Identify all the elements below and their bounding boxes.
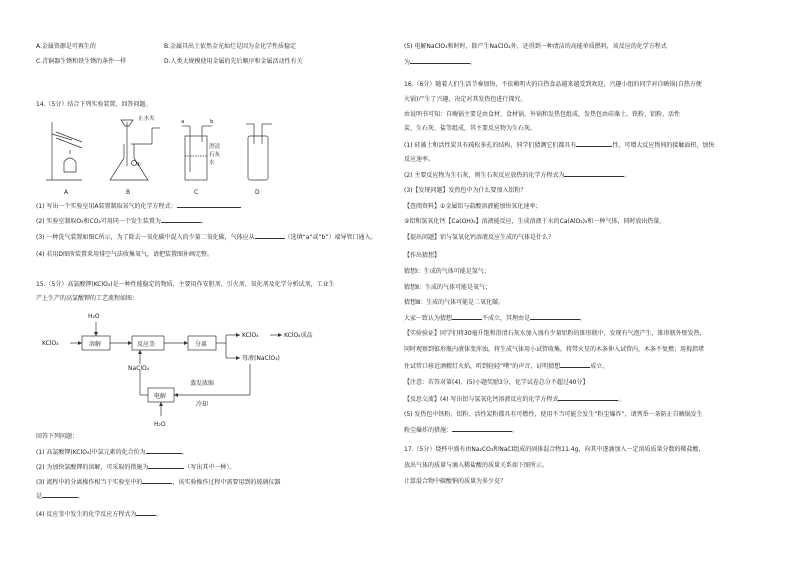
svg-text:NaClO₄: NaClO₄ [128,365,150,372]
label-d: D [255,189,260,196]
q16-reflection-5: (5) 发热包中铁粉、铝粉、活性炭粉都具有可燃性，使用不当可能会发生“粉尘爆炸”，请列举一条防止自嗨锅发生 [404,411,703,418]
svg-text:分离: 分离 [195,341,208,348]
label-c: C [194,189,199,196]
q16-experiment-1: 【实验验证】同学们将30毫升饱和澄清石灰水加入盛有少量铝粉的锥形瓶中，发现有气泡产生，锥形瓶外壁发热， [404,330,706,337]
q15-item-1: (1) 高氯酸钾(KClO₄)中氯元素的化合价为 。 [36,449,188,456]
q15-item-2: (2) 为加快氯酸钾的溶解，可采取的措施为 （写出其中一种）。 [36,464,236,471]
q16-reflection-4: 【反思交流】(4) 写出铝与氢氧化钙溶液反应的化学方程式 。 [404,396,625,403]
q16-reference-2: ②铝和氢氧化钙【Ca(OH)₂】溶液能反应，生成溶液于水的Ca(AlO₂)₂和一种气体，同时放出热量。 [404,218,666,225]
left-column [36,0,396,562]
svg-text:蒸发浓缩: 蒸发浓缩 [190,380,215,387]
flask [110,144,148,180]
label-a: A [64,189,69,196]
q14-title: 14.（5分）结合下列实验装置，回答问题。 [36,101,152,108]
q15-answer-heading: 回答下列问题： [36,433,79,440]
q16-title-1: 16.（6分）随着人们生活节奏加快，不依赖明火的自热食品越来越受到欢迎，兴趣小组的同学对自嗨锅(自热方便 [404,81,702,88]
svg-text:冷却: 冷却 [196,401,209,408]
q16-experiment-2: 同时观察到锥形瓶内液体变浑浊，将生成气体用小试管收集，将带火星的木条伸入试管内，木条不复燃；用拇指堵 [404,346,705,353]
svg-text:止水夹: 止水夹 [138,116,155,122]
svg-text:KClO₃: KClO₃ [42,340,59,347]
q17-question: 计算混合物中碳酸钠的质量为多少克？ [404,478,507,485]
q15-item-3c: 是 。 [36,493,85,500]
q14-item-3: (3) 一种洗气装置如图C所示，为了除去一氧化碳中混入的少量二氧化碳，气体应从 （选填“a”或“b”）端导管口通入。 [36,234,377,241]
option-d: D.人类大规模使用金属的先后顺序和金属活动性有关 [164,58,303,65]
test-tube [56,132,82,142]
q16-bonus-note: 【注意：若答对第(4)、(5)小题奖励3分，化学试卷总分不超过40分】 [404,379,589,386]
svg-text:溶解: 溶解 [89,341,102,348]
svg-text:KClO₄: KClO₄ [242,332,259,339]
svg-text:母液(NaClO₃): 母液(NaClO₃) [242,355,280,362]
q15-title-2: 产上生产的高氯酸钾的工艺流程如图： [36,295,139,302]
q16-reflection-5b: 粉尘爆炸的措施： 。 [404,427,519,434]
option-c: C.青铜器生锈和铁生锈的条件一样 [36,58,127,65]
q16-item-2: (2) 主要反应物为生石灰，则生石灰反应放热的化学方程式为 。 [404,172,631,179]
svg-text:反应釜: 反应釜 [137,341,156,348]
q15-flowchart [40,308,340,430]
right-column [404,0,764,562]
q14-item-2: (2) 实验室制取O₂和CO₂可用同一个发生装置为 。 [36,218,207,225]
q16-hypothesis-1: 猜想Ⅰ：生成的气体可能是氢气； [404,268,490,275]
svg-text:b: b [210,119,214,125]
q15-item-5: (5) 电解NaClO₃和时时，除产生NaClO₄外，还得到一种清洁的高能单质燃料，该反应的化学方程式 [404,43,667,50]
q16-item-1b: 反应速率。 [404,156,435,163]
option-b: B.金属具出土依然金光灿烂是因为金化学性质稳定 [164,43,297,50]
svg-text:a: a [181,119,185,125]
q17-title-1: 17.（5分）烧杯中盛有由Na₂CO₃和NaCl组成的固体混合物11.4g，向其中逐滴加入一定溶质质量分数的稀盐酸， [404,446,705,453]
q16-desc-1: 由说明书可知：自嗨锅主要是由食材、食材锅、外锅和发热包组成，发热包由硅藻土、铁粉、铝粉、活性 [404,111,681,118]
q15-item-5b: 为 。 [404,59,477,66]
q14-item-1: (1) 写出一个实验室用A装置制取氧气的化学方程式： [36,201,241,211]
collection-bottle [248,136,268,180]
svg-text:澄清: 澄清 [209,144,221,150]
q15-item-3: (3) 流程中的分离操作相当于实验室中的 ，该实验操作过程中需要用到的玻璃仪器 [36,479,281,486]
svg-text:水: 水 [209,160,215,166]
svg-text:电解: 电解 [154,393,167,400]
q16-desc-2: 炭、生石灰、盐等组成，其主要反应物为生石灰。 [404,125,537,132]
q16-title-2: 火锅)产生了兴趣，决定对其发热包进行探究。 [404,96,527,103]
svg-text:石灰: 石灰 [209,152,221,158]
q16-hypothesis-2: 猜想Ⅱ：生成的气体可能是氧气； [404,284,491,291]
q16-question: 【提出问题】铝与氢氧化钙溶液反应生成的气体是什么？ [404,234,555,241]
q17-title-2: 放出气体的质量与滴入稀盐酸的质量关系如下图所示。 [404,462,549,469]
alcohol-lamp [64,158,76,172]
q14-item-4: (4) 若用D图所装置来用排空气法收集氧气，请把装置图补画完整。 [36,251,214,258]
label-b: B [126,189,131,196]
q16-hypothesis-3: 猜想Ⅲ：生成的气体可能是二氧化碳。 [404,299,505,306]
q16-reference-1: 【查阅资料】①金属铝与盐酸溶液能加快氧化速率； [404,203,542,210]
q16-experiment-3: 住试管口移近酒精灯火焰，听到轻轻“噗”的声音，证明猜想 成立。 [404,363,609,370]
q15-title: 15.（5分）高氯酸钾(KClO₄)是一种性能稳定的物质，主要用作安胆剂、引火剂、氧化剂及化学分析试剂，工业生 [36,281,335,288]
q16-item-3: (3)【发现问题】发热包中为什么要加入铝粉？ [404,187,527,194]
svg-text:KClO₄成品: KClO₄成品 [284,332,313,339]
q16-consensus: 大家一致认为猜想 不成立，其理由是 。 [404,315,587,322]
q16-item-1: (1) 硅藻土和活性炭具有疏松多孔的结构，同学们猜测它们都具有 性，可增大反应物间的接触面积，加快 [404,142,715,149]
svg-text:①: ① [136,162,141,168]
svg-text:H₂O: H₂O [154,421,166,428]
q15-item-4: (4) 反应釜中发生的化学反应方程式为 。 [36,511,163,518]
svg-text:H₂O: H₂O [88,313,100,320]
q16-hypothesis-heading: 【作出猜想】 [404,252,441,259]
q14-apparatus-figure [42,114,282,196]
option-a: A.金属资源是可再生的 [36,43,96,50]
wash-bottle [185,136,207,180]
